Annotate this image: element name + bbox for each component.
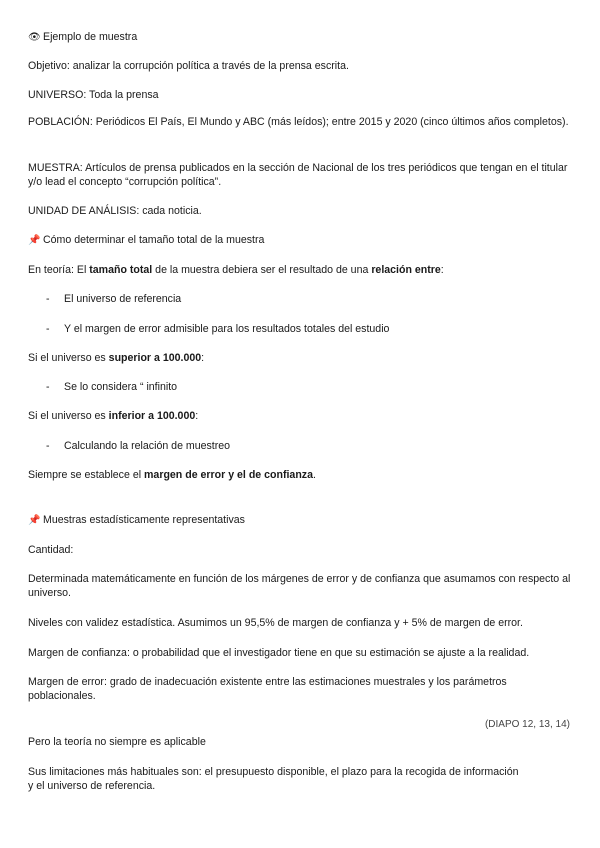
poblacion-text: POBLACIÓN: Periódicos El País, El Mundo y ABC (más leídos); entre 2015 y 2020 (cinco últimos años completos). (28, 116, 569, 128)
list-item: - Calculando la relación de muestreo (46, 440, 231, 452)
pushpin-icon: 📌 (28, 235, 41, 246)
inferior-text: Si el universo es inferior a 100.000: (28, 410, 199, 422)
teoria-text: En teoría: El tamaño total de la muestra debiera ser el resultado de una relación entre: (28, 264, 444, 276)
limitaciones-line-2: y el universo de referencia. (28, 780, 156, 792)
section-heading-muestras: 📌 Muestras estadísticamente representativas (28, 514, 245, 526)
section-heading-tamano: 📌 Cómo determinar el tamaño total de la muestra (28, 234, 265, 246)
universo-text: UNIVERSO: Toda la prensa (28, 89, 159, 101)
muestra-text: MUESTRA: Artículos de prensa publicados en la sección de Nacional de los tres periódicos que tengan en el titular y/o lead el concepto “corrupción política”. (28, 162, 568, 188)
limitaciones-line-1: Sus limitaciones más habituales son: el presupuesto disponible, el plazo para la recogida de información (28, 766, 519, 778)
superior-text: Si el universo es superior a 100.000: (28, 352, 205, 364)
unidad-text: UNIDAD DE ANÁLISIS: cada noticia. (28, 205, 202, 217)
slide-reference: (DIAPO 12, 13, 14) (484, 719, 570, 730)
list-item: - Y el margen de error admisible para los resultados totales del estudio (46, 323, 390, 335)
niveles-text: Niveles con validez estadística. Asumimos un 95,5% de margen de confianza y + 5% de margen de error. (28, 617, 523, 629)
list-item: - Se lo considera “ infinito (46, 381, 178, 393)
confianza-text: Margen de confianza: o probabilidad que el investigador tiene en que su estimación se ajuste a la realidad. (28, 647, 530, 659)
eye-icon: 👁 (28, 32, 41, 43)
example-heading: 👁 Ejemplo de muestra (28, 31, 138, 43)
list-item: - El universo de referencia (46, 293, 182, 305)
determinada-text: Determinada matemáticamente en función de los márgenes de error y de confianza que asumamos con respecto al universo. (28, 573, 571, 599)
objetivo-text: Objetivo: analizar la corrupción política a través de la prensa escrita. (28, 60, 349, 72)
pero-text: Pero la teoría no siempre es aplicable (28, 736, 206, 748)
pushpin-icon: 📌 (28, 515, 41, 526)
error-text: Margen de error: grado de inadecuación existente entre las estimaciones muestrales y los parámetros poblacionales. (28, 676, 507, 702)
cantidad-text: Cantidad: (28, 544, 74, 556)
siempre-text: Siempre se establece el margen de error y el de confianza. (28, 469, 316, 481)
